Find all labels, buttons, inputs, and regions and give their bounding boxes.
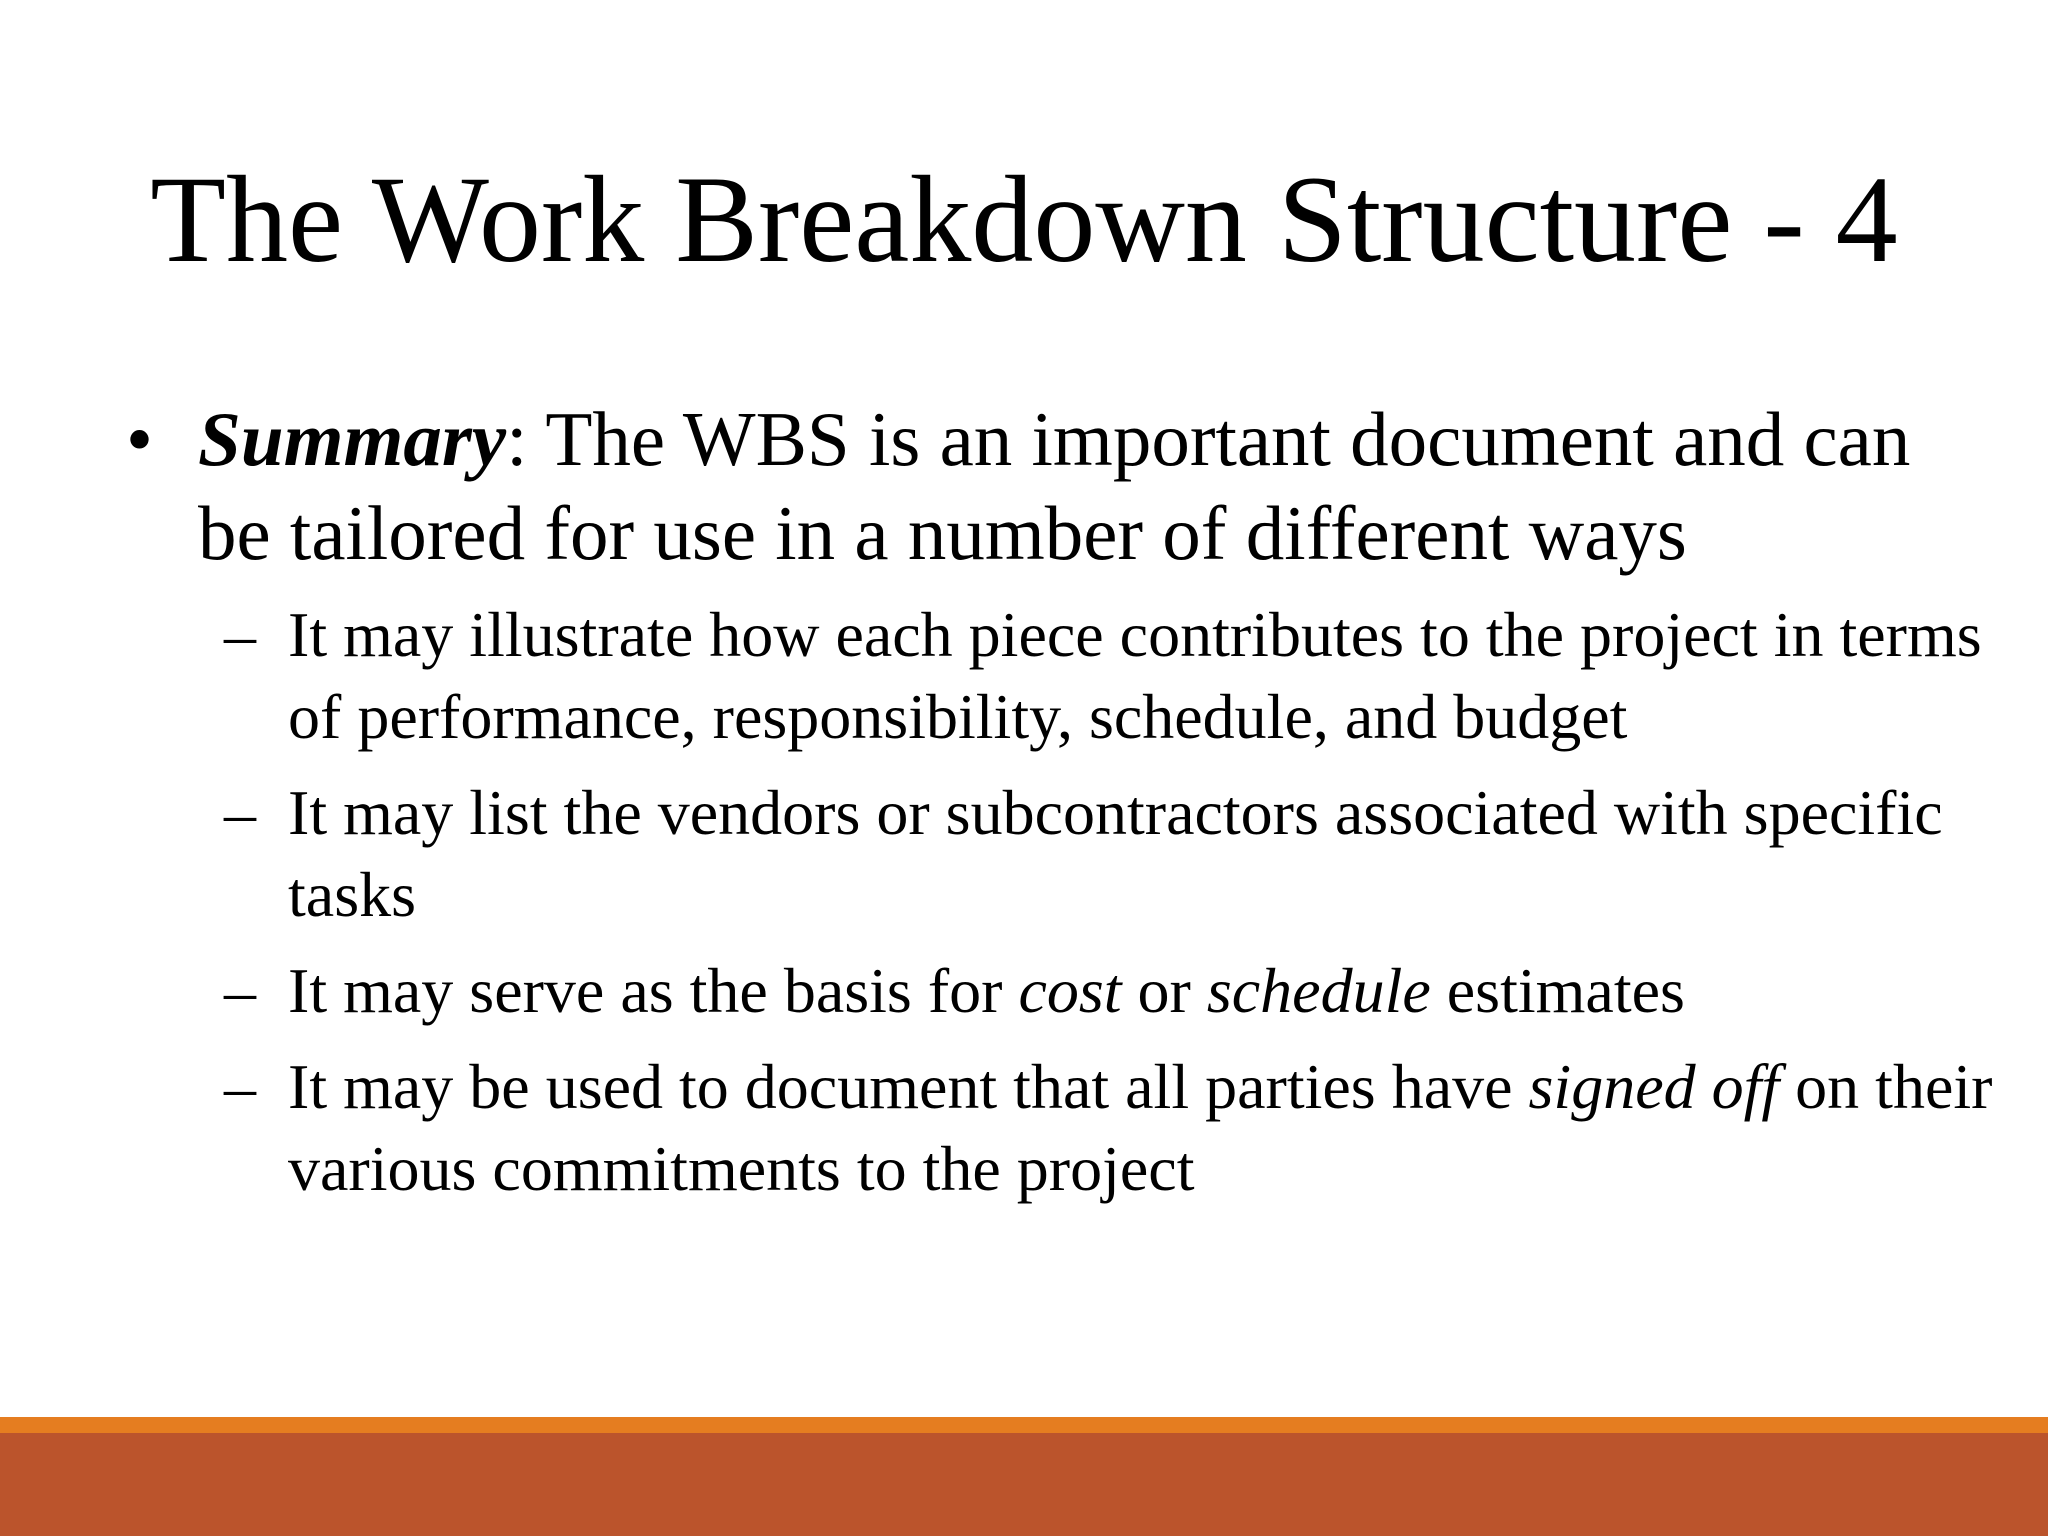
slide-body bbox=[126, 392, 2026, 1210]
main-bullet bbox=[126, 392, 1998, 580]
sub-bullet-3 bbox=[126, 950, 2048, 1032]
italic-schedule: schedule bbox=[1206, 955, 1431, 1026]
summary-lead: Summary bbox=[198, 396, 507, 482]
footer-accent-line bbox=[0, 1417, 2048, 1433]
dash-marker: – bbox=[224, 777, 256, 848]
dash-marker: – bbox=[224, 955, 256, 1026]
footer-band bbox=[0, 1433, 2048, 1536]
bullet-marker: • bbox=[126, 396, 153, 482]
sub-bullet-text: It may illustrate how each piece contributes to the project in terms of performance, responsibility, schedule, and budget bbox=[288, 599, 1982, 752]
sub-bullet-1 bbox=[126, 594, 2048, 758]
sub-bullet-text: It may list the vendors or subcontractors associated with specific tasks bbox=[288, 777, 1943, 930]
sub-bullet-2 bbox=[126, 772, 2048, 936]
slide-title: The Work Breakdown Structure - 4 bbox=[150, 151, 1898, 288]
sub-bullet-4 bbox=[126, 1046, 2048, 1210]
sub-bullet-text: It may be used to document that all parties have bbox=[288, 1051, 1529, 1122]
summary-text: : The WBS is an important document and can be tailored for use in a number of different ways bbox=[198, 396, 1911, 576]
dash-marker: – bbox=[224, 599, 256, 670]
sub-bullet-text: estimates bbox=[1430, 955, 1685, 1026]
sub-bullet-text: It may serve as the basis for bbox=[288, 955, 1019, 1026]
dash-marker: – bbox=[224, 1051, 256, 1122]
sub-bullet-text: on their various commitments to the project bbox=[288, 1051, 1993, 1204]
italic-signed-off: signed off bbox=[1528, 1051, 1780, 1122]
italic-cost: cost bbox=[1018, 955, 1122, 1026]
sub-bullet-text: or bbox=[1121, 955, 1207, 1026]
